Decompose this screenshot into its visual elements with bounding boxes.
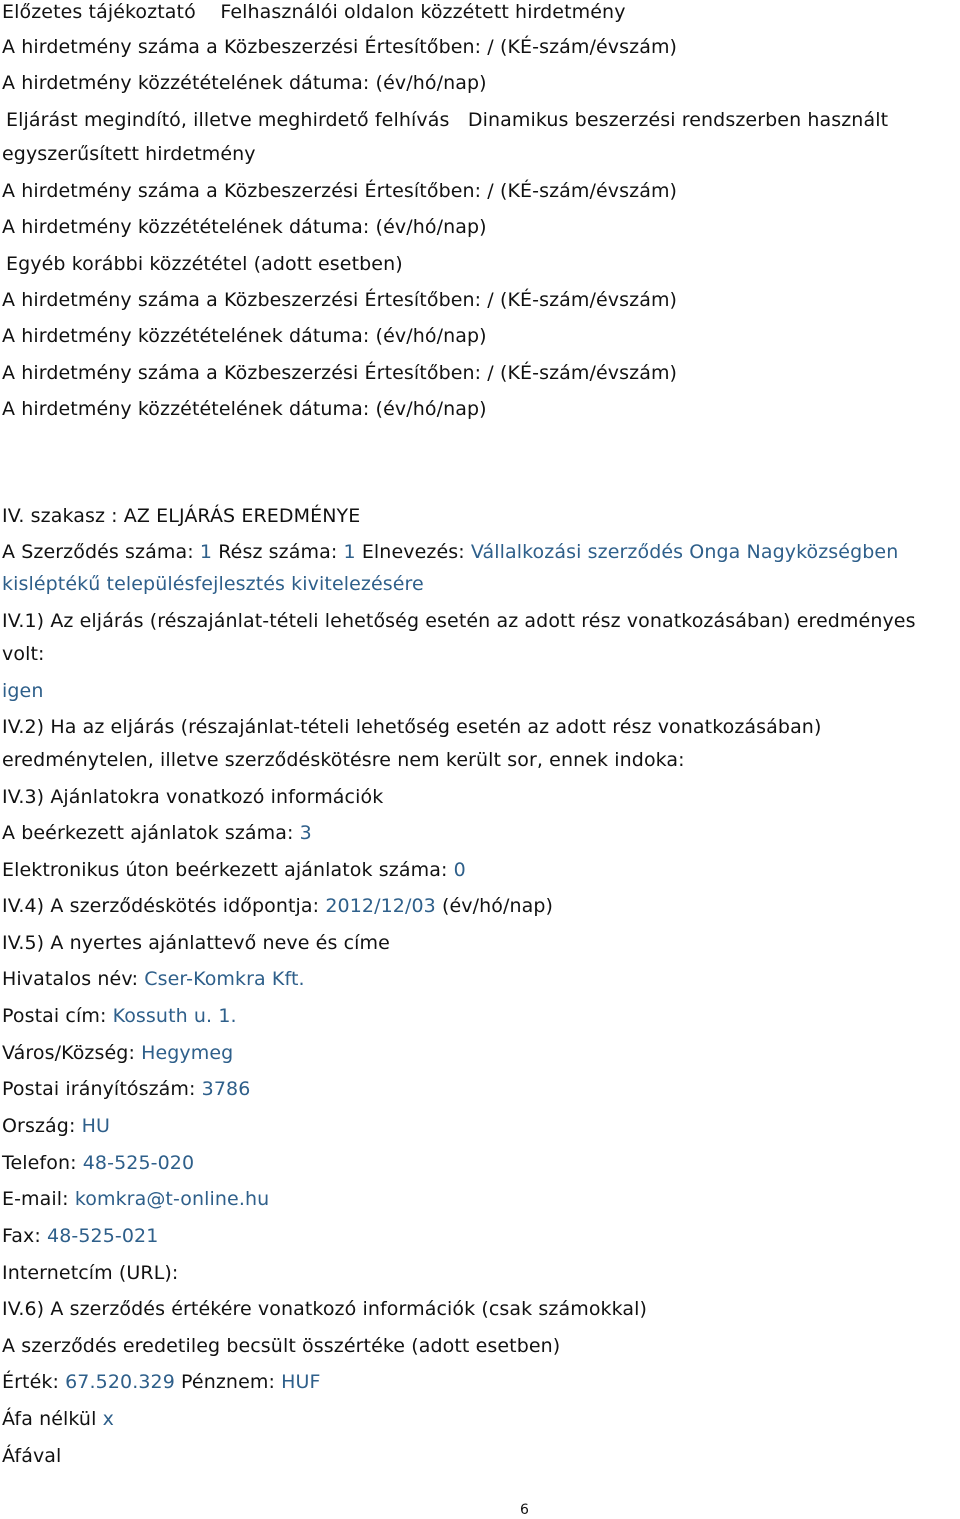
vat-incl-label: Áfával — [2, 1445, 62, 1467]
preliminary-row — [2, 0, 626, 24]
winner-email: komkra@t-online.hu — [74, 1188, 270, 1210]
pub-date-2: A hirdetmény közzétételének dátuma: (év/hó/nap) — [2, 216, 487, 238]
section-title: IV. szakasz : AZ ELJÁRÁS EREDMÉNYE — [2, 505, 361, 527]
contract-row — [2, 540, 898, 564]
winner-name-row — [2, 967, 305, 991]
winner-fax-row — [2, 1224, 158, 1248]
winner-address-label: Postai cím: — [2, 1005, 107, 1027]
iv4-row — [2, 894, 553, 918]
contract-name-cont: kisléptékű településfejlesztés kivitelezésére — [2, 573, 424, 595]
winner-email-label: E-mail: — [2, 1188, 69, 1210]
part-no-label: Rész száma: — [218, 541, 338, 563]
winner-country-label: Ország: — [2, 1115, 76, 1137]
iv2-question: IV.2) Ha az eljárás (részajánlat-tételi lehetőség esetén az adott rész vonatkozásában) — [2, 716, 822, 738]
offers-label: A beérkezett ajánlatok száma: — [2, 822, 294, 844]
pub-date-3: A hirdetmény közzétételének dátuma: (év/hó/nap) — [2, 325, 487, 347]
vat-excl-mark: x — [102, 1408, 114, 1430]
preliminary-label: Előzetes tájékoztató — [2, 1, 196, 23]
iv4-value: 2012/12/03 — [325, 895, 436, 917]
ke-number-1: A hirdetmény száma a Közbeszerzési Értesítőben: / (KÉ-szám/évszám) — [2, 36, 678, 58]
value-label: Érték: — [2, 1371, 59, 1393]
winner-url-label: Internetcím (URL): — [2, 1262, 179, 1284]
winner-name-label: Hivatalos név: — [2, 968, 139, 990]
initiating-value-cont: egyszerűsített hirdetmény — [2, 143, 256, 165]
vat-excl-label: Áfa nélkül — [2, 1408, 97, 1430]
name-label: Elnevezés: — [361, 541, 465, 563]
winner-country: HU — [81, 1115, 110, 1137]
pub-date-4: A hirdetmény közzétételének dátuma: (év/hó/nap) — [2, 398, 487, 420]
winner-fax: 48-525-021 — [47, 1225, 159, 1247]
ke-number-3: A hirdetmény száma a Közbeszerzési Értesítőben: / (KÉ-szám/évszám) — [2, 289, 678, 311]
part-no: 1 — [343, 541, 356, 563]
winner-city-row — [2, 1041, 233, 1065]
iv4-unit: (év/hó/nap) — [441, 895, 554, 917]
iv1-question: IV.1) Az eljárás (részajánlat-tételi lehetőség esetén az adott rész vonatkozásában) eredményes — [2, 610, 916, 632]
ke-number-2: A hirdetmény száma a Közbeszerzési Értesítőben: / (KÉ-szám/évszám) — [2, 180, 678, 202]
initiating-label: Eljárást megindító, illetve meghirdető felhívás — [6, 109, 450, 131]
e-offers-value: 0 — [453, 859, 466, 881]
estimated-value-label: A szerződés eredetileg becsült összértéke (adott esetben) — [2, 1335, 561, 1357]
winner-phone-row — [2, 1151, 194, 1175]
iv5-title: IV.5) A nyertes ajánlattevő neve és címe — [2, 932, 390, 954]
iv1-answer: igen — [2, 680, 44, 702]
winner-address: Kossuth u. 1. — [112, 1005, 237, 1027]
ke-number-4: A hirdetmény száma a Közbeszerzési Értesítőben: / (KÉ-szám/évszám) — [2, 362, 678, 384]
contract-name: Vállalkozási szerződés Onga Nagyközségben — [470, 541, 899, 563]
value-row — [2, 1370, 321, 1394]
winner-zip: 3786 — [201, 1078, 251, 1100]
winner-email-row — [2, 1187, 269, 1211]
currency-label: Pénznem: — [181, 1371, 275, 1393]
winner-zip-row — [2, 1077, 250, 1101]
initiating-value: Dinamikus beszerzési rendszerben használt — [467, 109, 889, 131]
currency: HUF — [281, 1371, 321, 1393]
winner-phone: 48-525-020 — [82, 1152, 195, 1174]
winner-city: Hegymeg — [141, 1042, 234, 1064]
e-offers-row — [2, 858, 466, 882]
winner-name: Cser-Komkra Kft. — [144, 968, 305, 990]
other-publication-label: Egyéb korábbi közzététel (adott esetben) — [6, 253, 403, 275]
winner-city-label: Város/Község: — [2, 1042, 135, 1064]
winner-country-row — [2, 1114, 110, 1138]
offers-value: 3 — [299, 822, 312, 844]
page-number: 6 — [520, 1502, 529, 1518]
iv2-question-cont: eredménytelen, illetve szerződéskötésre nem került sor, ennek indoka: — [2, 749, 685, 771]
winner-zip-label: Postai irányítószám: — [2, 1078, 196, 1100]
iv6-title: IV.6) A szerződés értékére vonatkozó információk (csak számokkal) — [2, 1298, 648, 1320]
winner-phone-label: Telefon: — [2, 1152, 77, 1174]
contract-value: 67.520.329 — [65, 1371, 175, 1393]
contract-no: 1 — [199, 541, 213, 563]
winner-fax-label: Fax: — [2, 1225, 41, 1247]
e-offers-label: Elektronikus úton beérkezett ajánlatok száma: — [2, 859, 448, 881]
vat-excl-row — [2, 1407, 114, 1431]
offers-row — [2, 821, 312, 845]
preliminary-value: Felhasználói oldalon közzétett hirdetmény — [220, 1, 626, 23]
contract-no-label: A Szerződés száma: — [2, 541, 194, 563]
iv4-label: IV.4) A szerződéskötés időpontja: — [2, 895, 320, 917]
winner-address-row — [2, 1004, 237, 1028]
iv3-title: IV.3) Ajánlatokra vonatkozó információk — [2, 786, 384, 808]
pub-date-1: A hirdetmény közzétételének dátuma: (év/hó/nap) — [2, 72, 487, 94]
initiating-row — [6, 108, 888, 132]
iv1-question-cont: volt: — [2, 643, 45, 665]
